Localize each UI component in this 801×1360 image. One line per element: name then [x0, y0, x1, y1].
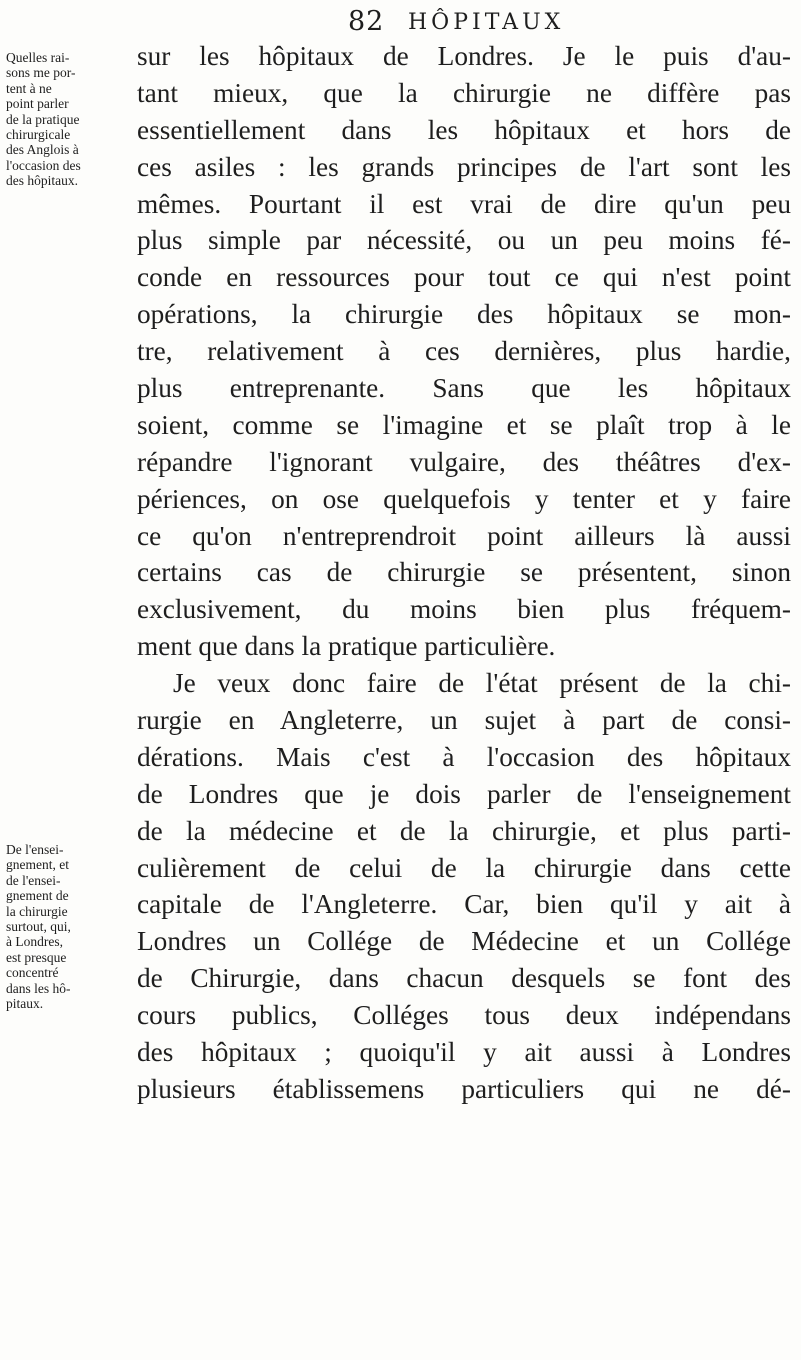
- text-line: culièrement de celui de la chirurgie dans cette: [137, 852, 791, 883]
- text-line: soient, comme se l'imagine et se plaît trop à le: [137, 409, 791, 440]
- text-line: plusieurs établissemens particuliers qui ne dé-: [137, 1073, 791, 1104]
- running-title: HÔPITAUX: [408, 10, 565, 35]
- margin-note-line: dans les hô-: [6, 980, 71, 996]
- margin-note-line: Quelles rai-: [6, 50, 70, 65]
- margin-note-line: sons me por-: [6, 65, 76, 81]
- margin-note-line: tent à ne: [6, 80, 52, 96]
- text-line: Je veux donc faire de l'état présent de la chi-: [173, 668, 791, 699]
- text-line: certains cas de chirurgie se présentent, sinon: [137, 557, 791, 588]
- text-line: de la médecine et de la chirurgie, et plus parti-: [137, 815, 791, 846]
- margin-note-line: surtout, qui,: [6, 919, 71, 935]
- margin-note-line: des Anglois à: [6, 142, 79, 158]
- body-text: [137, 38, 791, 1108]
- text-line: plus simple par nécessité, ou un peu moins fé-: [137, 225, 791, 256]
- margin-note-2: [6, 842, 98, 1011]
- margin-note-line: est presque: [6, 949, 67, 965]
- margin-note-line: concentré: [6, 965, 59, 981]
- margin-note-line: point parler: [6, 96, 69, 112]
- text-line: tre, relativement à ces dernières, plus hardie,: [137, 336, 791, 367]
- margin-note-line: la chirurgie: [6, 903, 68, 919]
- text-line: plus entreprenante. Sans que les hôpitaux: [137, 373, 791, 404]
- margin-note-line: de la pratique: [6, 111, 80, 127]
- margin-note-line: gnement, et: [6, 857, 69, 873]
- text-line: rurgie en Angleterre, un sujet à part de consi-: [137, 705, 791, 736]
- text-line: opérations, la chirurgie des hôpitaux se mon-: [137, 299, 791, 330]
- text-line: tant mieux, que la chirurgie ne diffère pas: [137, 77, 791, 108]
- margin-note-line: gnement de: [6, 888, 69, 904]
- text-line: répandre l'ignorant vulgaire, des théâtres d'ex-: [137, 446, 791, 477]
- text-line: conde en ressources pour tout ce qui n'est point: [137, 262, 791, 293]
- text-line: cours publics, Colléges tous deux indépendans: [137, 1000, 791, 1031]
- text-line: ce qu'on n'entreprendroit point ailleurs là aussi: [137, 520, 791, 551]
- text-line: de Chirurgie, dans chacun desquels se font des: [137, 963, 791, 994]
- text-line: ment que dans la pratique particulière.: [137, 631, 556, 662]
- margin-note-line: pitaux.: [6, 996, 44, 1012]
- text-line: ces asiles : les grands principes de l'art sont les: [137, 151, 791, 182]
- page-header: [0, 6, 801, 40]
- text-line: périences, on ose quelquefois y tenter et y faire: [137, 483, 791, 514]
- margin-note-1: [6, 50, 98, 189]
- margin-note-line: l'occasion des: [6, 157, 81, 173]
- text-line: Londres un Collége de Médecine et un Collége: [137, 926, 791, 957]
- margin-note-line: à Londres,: [6, 934, 63, 950]
- page-number: 82: [348, 6, 385, 37]
- text-line: capitale de l'Angleterre. Car, bien qu'il y ait à: [137, 889, 791, 920]
- text-line: de Londres que je dois parler de l'enseignement: [137, 778, 791, 809]
- text-line: exclusivement, du moins bien plus fréquem-: [137, 594, 791, 625]
- text-line: des hôpitaux ; quoiqu'il y ait aussi à Londres: [137, 1037, 791, 1068]
- margin-note-line: chirurgicale: [6, 127, 71, 143]
- text-line: essentiellement dans les hôpitaux et hors de: [137, 114, 791, 145]
- text-line: sur les hôpitaux de Londres. Je le puis d'au-: [137, 41, 791, 71]
- margin-note-line: de l'ensei-: [6, 872, 61, 888]
- text-line: mêmes. Pourtant il est vrai de dire qu'un peu: [137, 188, 791, 219]
- text-line: dérations. Mais c'est à l'occasion des hôpitaux: [137, 741, 791, 772]
- margin-note-line: De l'ensei-: [6, 842, 64, 857]
- margin-note-line: des hôpitaux.: [6, 173, 78, 189]
